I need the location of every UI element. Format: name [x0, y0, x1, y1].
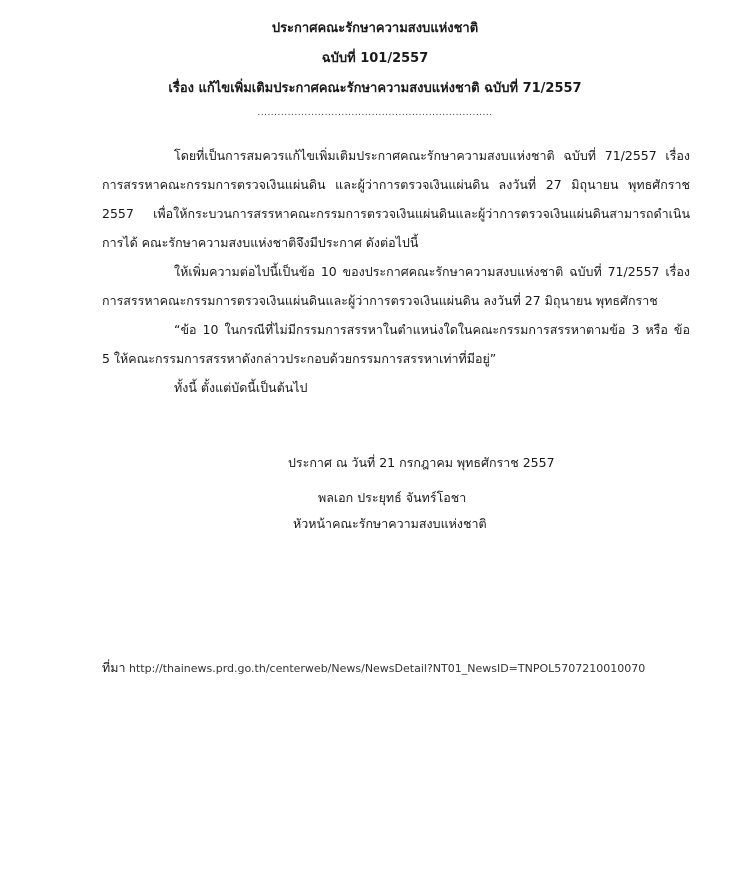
- preamble-paragraph: โดยที่เป็นการสมควรแก้ไขเพิ่มเติมประกาศคณะรักษาความสงบแห่งชาติ ฉบับที่ 71/2557 เรื่อง การสรรหาคณะกรรมการตรวจเงินแผ่นดิน และผู้ว่าการตรวจเงินแผ่นดิน ลงวันที่ 27 มิถุนายน พุทธศักราช 2557 เพื่อให้กระบวนการสรรหาคณะกรรมการตรวจเงินแผ่นดินและผู้ว่าการตรวจเงินแผ่นดินสามารถดำเนินการได้ คณะรักษาความสงบแห่งชาติจึงมีประกาศ ดังต่อไปนี้: [102, 148, 690, 250]
- signatory-name: พลเอก ประยุทธ์ จันทร์โอชา: [318, 490, 467, 505]
- announcement-title: ประกาศคณะรักษาความสงบแห่งชาติ: [271, 21, 479, 36]
- amendment-paragraph: ให้เพิ่มความต่อไปนี้เป็นข้อ 10 ของประกาศคณะรักษาความสงบแห่งชาติ ฉบับที่ 71/2557 เรื่อง การสรรหาคณะกรรมการตรวจเงินแผ่นดินและผู้ว่าการตรวจเงินแผ่นดิน ลงวันที่ 27 มิถุนายน พุทธศักราช: [102, 264, 690, 308]
- header-divider: ......................................................................: [257, 108, 493, 118]
- announcement-body: [102, 141, 690, 402]
- effective-clause: ทั้งนี้ ตั้งแต่บัดนี้เป็นต้นไป: [174, 380, 308, 395]
- signatory-position: หัวหน้าคณะรักษาความสงบแห่งชาติ: [293, 516, 487, 531]
- source-url: http://thainews.prd.go.th/centerweb/News/NewsDetail?NT01_NewsID=TNPOL5707210010070: [129, 662, 646, 675]
- source-line: [102, 658, 645, 679]
- article-10-quote: “ข้อ 10 ในกรณีที่ไม่มีกรรมการสรรหาในตำแหน่งใดในคณะกรรมการสรรหาตามข้อ 3 หรือ ข้อ 5 ให้คณะกรรมการสรรหาดังกล่าวประกอบด้วยกรรมการสรรหาเท่าที่มีอยู่”: [102, 322, 690, 366]
- announcement-date: ประกาศ ณ วันที่ 21 กรกฎาคม พุทธศักราช 2557: [288, 455, 555, 470]
- source-label: ที่มา: [102, 660, 126, 675]
- announcement-header: [0, 14, 750, 120]
- announcement-subject: เรื่อง แก้ไขเพิ่มเติมประกาศคณะรักษาความสงบแห่งชาติ ฉบับที่ 71/2557: [168, 81, 582, 96]
- announcement-number: ฉบับที่ 101/2557: [321, 51, 429, 66]
